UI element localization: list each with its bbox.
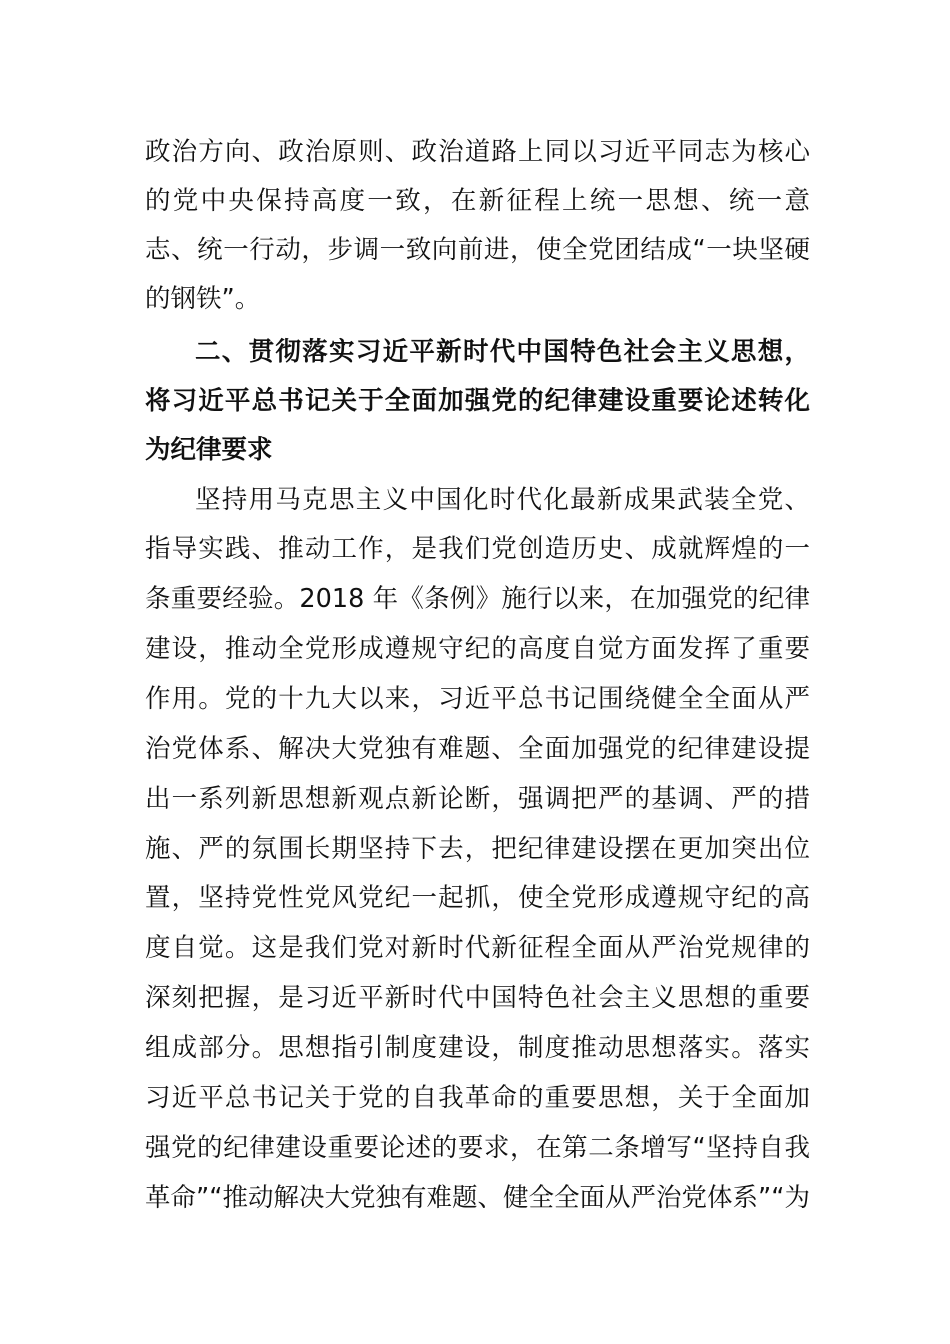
paragraph-line: 志、统一行动，步调一致向前进，使全党团结成“一块坚硬 [145,235,810,265]
paragraph-line: 出一系列新思想新观点新论断，强调把严的基调、严的措 [145,784,810,814]
paragraph-line: 的党中央保持高度一致，在新征程上统一思想、统一意 [145,186,810,216]
paragraph-line: 置，坚持党性党风党纪一起抓，使全党形成遵规守纪的高 [145,883,810,913]
paragraph-line: 的钢铁”。 [145,284,261,314]
paragraph-line: 强党的纪律建设重要论述的要求，在第二条增写“坚持自我 [145,1133,810,1163]
paragraph-line: 建设，推动全党形成遵规守纪的高度自觉方面发挥了重要 [145,634,810,664]
section-heading-line: 为纪律要求 [145,435,273,465]
paragraph-line: 坚持用马克思主义中国化时代化最新成果武装全党、 [195,485,810,515]
paragraph-line: 指导实践、推动工作，是我们党创造历史、成就辉煌的一 [145,534,810,564]
paragraph-line: 度自觉。这是我们党对新时代新征程全面从严治党规律的 [145,933,810,963]
paragraph-line: 组成部分。思想指引制度建设，制度推动思想落实。落实 [145,1033,810,1063]
paragraph-line: 作用。党的十九大以来，习近平总书记围绕健全全面从严 [145,684,810,714]
paragraph-line: 政治方向、政治原则、政治道路上同以习近平同志为核心 [145,137,810,167]
paragraph-line: 革命”“推动解决大党独有难题、健全全面从严治党体系”“为 [145,1183,810,1213]
section-heading-line: 将习近平总书记关于全面加强党的纪律建设重要论述转化 [145,386,810,416]
paragraph-line: 深刻把握，是习近平新时代中国特色社会主义思想的重要 [145,983,810,1013]
paragraph-line: 条重要经验。2018 年《条例》施行以来，在加强党的纪律 [145,584,810,614]
paragraph-line: 习近平总书记关于党的自我革命的重要思想，关于全面加 [145,1083,810,1113]
paragraph-line: 施、严的氛围长期坚持下去，把纪律建设摆在更加突出位 [145,834,810,864]
paragraph-line: 治党体系、解决大党独有难题、全面加强党的纪律建设提 [145,734,810,764]
section-heading-line: 二、贯彻落实习近平新时代中国特色社会主义思想， [195,337,810,367]
